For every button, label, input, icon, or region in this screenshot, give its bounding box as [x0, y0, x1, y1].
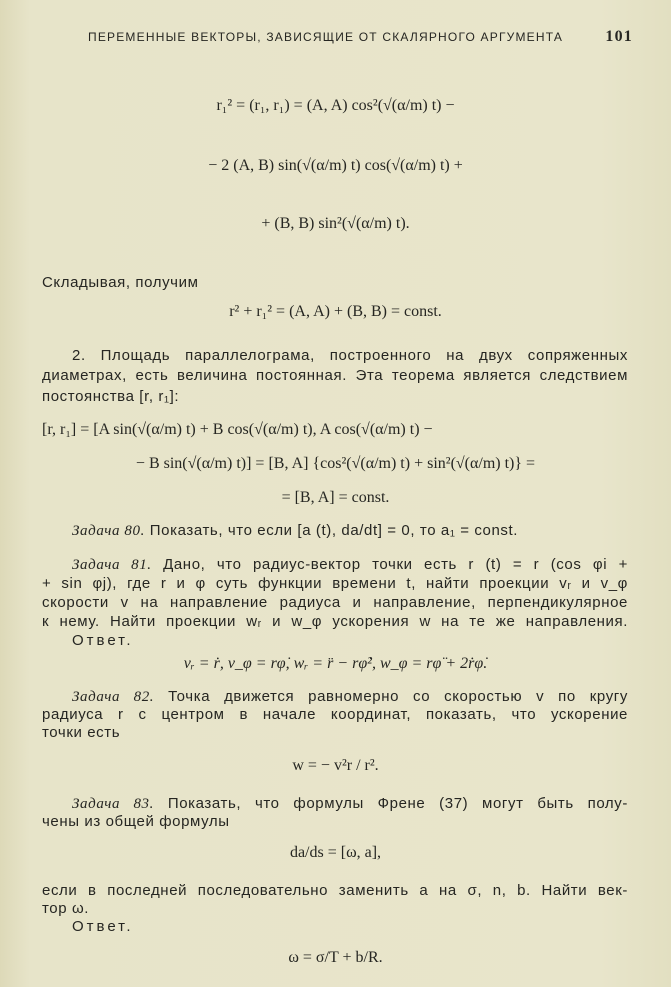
- text-line: тор ω.: [42, 900, 90, 917]
- problem-label: Задача 83.: [72, 796, 155, 812]
- formula: da/ds = [ω, a],: [289, 844, 382, 861]
- text-line: Складывая, получим: [42, 274, 199, 291]
- text-line: скорости v на направление радиуса и направление, перпендикулярное: [42, 594, 628, 611]
- problem-text: Показать, что если [a (t), da/dt] = 0, то a₁ = const.: [149, 522, 519, 539]
- text-line: радиуса r с центром в начале координат, показать, что ускорение: [42, 706, 628, 723]
- problem-text: Дано, что радиус-вектор точки есть r (t) = r (cos φi +: [163, 556, 628, 573]
- text-line: чены из общей формулы: [42, 813, 230, 830]
- text-line: к нему. Найти проекции wᵣ и w_φ ускорения w на те же направления.: [42, 613, 628, 630]
- answer-equation: vᵣ = ṙ, v_φ = rφ̇, wᵣ = r̈ − rφ̇², w_φ = rφ̈ + 2ṙφ̇.: [183, 655, 488, 672]
- problem-82-line: [42, 688, 628, 706]
- page-number: 101: [605, 28, 633, 45]
- equation-line: r² + r₁² = (A, A) + (B, B) = const.: [229, 303, 442, 320]
- problem-text: Точка движется равномерно со скоростью v по кругу: [168, 688, 628, 705]
- equation-line: − 2 (A, B) sin(√(α/m) t) cos(√(α/m) t) +: [208, 157, 463, 174]
- answer-equation: ω = σ/T + b/R.: [288, 949, 383, 966]
- running-title: ПЕРЕМЕННЫЕ ВЕКТОРЫ, ЗАВИСЯЩИЕ ОТ СКАЛЯРНОГО АРГУМЕНТА: [88, 30, 564, 44]
- text-line: 2. Площадь параллелограма, построенного на двух сопряженных: [72, 347, 628, 364]
- text-line: + sin φj), где r и φ суть функции времени t, найти проекции vᵣ и v_φ: [42, 575, 628, 592]
- problem-label: Задача 80.: [72, 523, 145, 539]
- problem-80: [42, 522, 628, 540]
- problem-label: Задача 82.: [72, 689, 155, 705]
- equation-line: r₁² = (r₁, r₁) = (A, A) cos²(√(α/m) t) −: [216, 97, 455, 114]
- answer-label: Ответ.: [72, 632, 134, 649]
- problem-81-line: [42, 556, 628, 574]
- text-line: постоянства [r, r₁]:: [42, 388, 180, 405]
- running-header: [88, 30, 633, 44]
- text-line: если в последней последовательно заменить a на σ, n, b. Найти век-: [42, 882, 628, 899]
- equation-line: − B sin(√(α/m) t)] = [B, A] {cos²(√(α/m) t) + sin²(√(α/m) t)} =: [135, 455, 536, 472]
- problem-text: Показать, что формулы Френе (37) могут быть полу-: [167, 795, 628, 812]
- problem-label: Задача 81.: [72, 557, 152, 573]
- text-line: точки есть: [42, 724, 121, 741]
- text-line: диаметрах, есть величина постоянная. Эта теорема является следствием: [42, 367, 628, 384]
- equation-line: [r, r₁] = [A sin(√(α/m) t) + B cos(√(α/m) t), A cos(√(α/m) t) −: [42, 421, 433, 438]
- equation-line: = [B, A] = const.: [281, 489, 390, 506]
- problem-83-line: [42, 795, 628, 813]
- equation-line: + (B, B) sin²(√(α/m) t).: [261, 215, 410, 232]
- formula: w = − v²r / r².: [292, 757, 379, 774]
- answer-label: Ответ.: [72, 918, 134, 935]
